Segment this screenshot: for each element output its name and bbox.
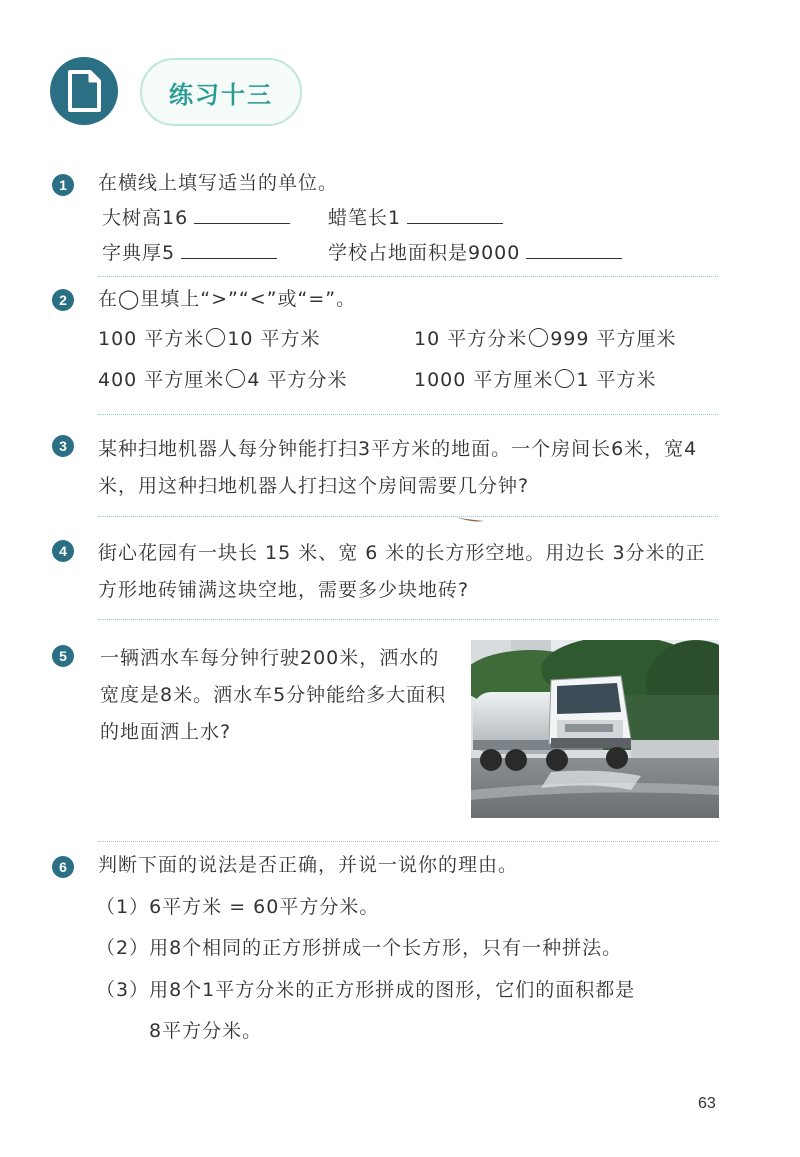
exercise-1-prompt: 在横线上填写适当的单位。 (98, 172, 339, 194)
compare-circle[interactable] (555, 369, 574, 388)
exercise-3-text: 某种扫地机器人每分钟能打扫3平方米的地面。一个房间长6米，宽4米，用这种扫地机器人打扫这个房间需要几分钟? (98, 438, 698, 497)
statement-item: （1）6平方米 = 60平方分米。 (96, 896, 380, 918)
exercise-number-5: 5 (52, 645, 74, 667)
answer-blank[interactable] (407, 205, 503, 224)
page-number: 63 (698, 1095, 716, 1112)
exercise-2-prompt: 在◯里填上“>”“<”或“=”。 (98, 288, 357, 310)
answer-blank[interactable] (194, 205, 290, 224)
document-icon (50, 57, 118, 125)
divider (98, 841, 718, 842)
exercise-number-3: 3 (52, 435, 74, 457)
exercise-number-2: 2 (52, 289, 74, 311)
exercise-5-text: 一辆洒水车每分钟行驶200米，洒水的宽度是8米。洒水车5分钟能给多大面积的地面洒上水? (100, 647, 447, 743)
statement-item-continued: 8平方分米。 (149, 1020, 263, 1042)
exercise-number-1: 1 (52, 174, 74, 196)
exercise-number-6: 6 (52, 856, 74, 878)
exercise-4-text: 街心花园有一块长 15 米、宽 6 米的长方形空地。用边长 3分米的正方形地砖铺满这块空地，需要多少块地砖? (98, 542, 706, 601)
divider (98, 516, 718, 517)
answer-blank[interactable] (181, 240, 277, 259)
divider (98, 619, 718, 620)
compare-circle[interactable] (226, 369, 245, 388)
exercise-1-item: 大树高16 (102, 205, 290, 232)
compare-circle[interactable] (529, 328, 548, 347)
comparison-item: 1000 平方厘米 1 平方米 (414, 369, 657, 391)
water-sprinkler-truck-photo (471, 640, 719, 818)
exercise-1-item: 学校占地面积是9000 (328, 240, 622, 267)
page-title: 练习十三 (140, 58, 302, 126)
comparison-item: 10 平方分米 999 平方厘米 (414, 328, 677, 350)
exercise-1-item: 蜡笔长1 (328, 205, 503, 232)
exercise-6-prompt: 判断下面的说法是否正确，并说一说你的理由。 (98, 854, 519, 876)
ink-mark (453, 516, 485, 524)
divider (98, 276, 718, 277)
exercise-1-item: 字典厚5 (102, 240, 277, 267)
exercise-number-4: 4 (52, 540, 74, 562)
statement-item: （2）用8个相同的正方形拼成一个长方形，只有一种拼法。 (96, 937, 623, 959)
divider (98, 414, 718, 415)
comparison-item: 400 平方厘米 4 平方分米 (98, 369, 348, 391)
compare-circle[interactable] (206, 328, 225, 347)
statement-item: （3）用8个1平方分米的正方形拼成的图形，它们的面积都是 (96, 979, 636, 1001)
comparison-item: 100 平方米 10 平方米 (98, 328, 321, 350)
answer-blank[interactable] (526, 240, 622, 259)
